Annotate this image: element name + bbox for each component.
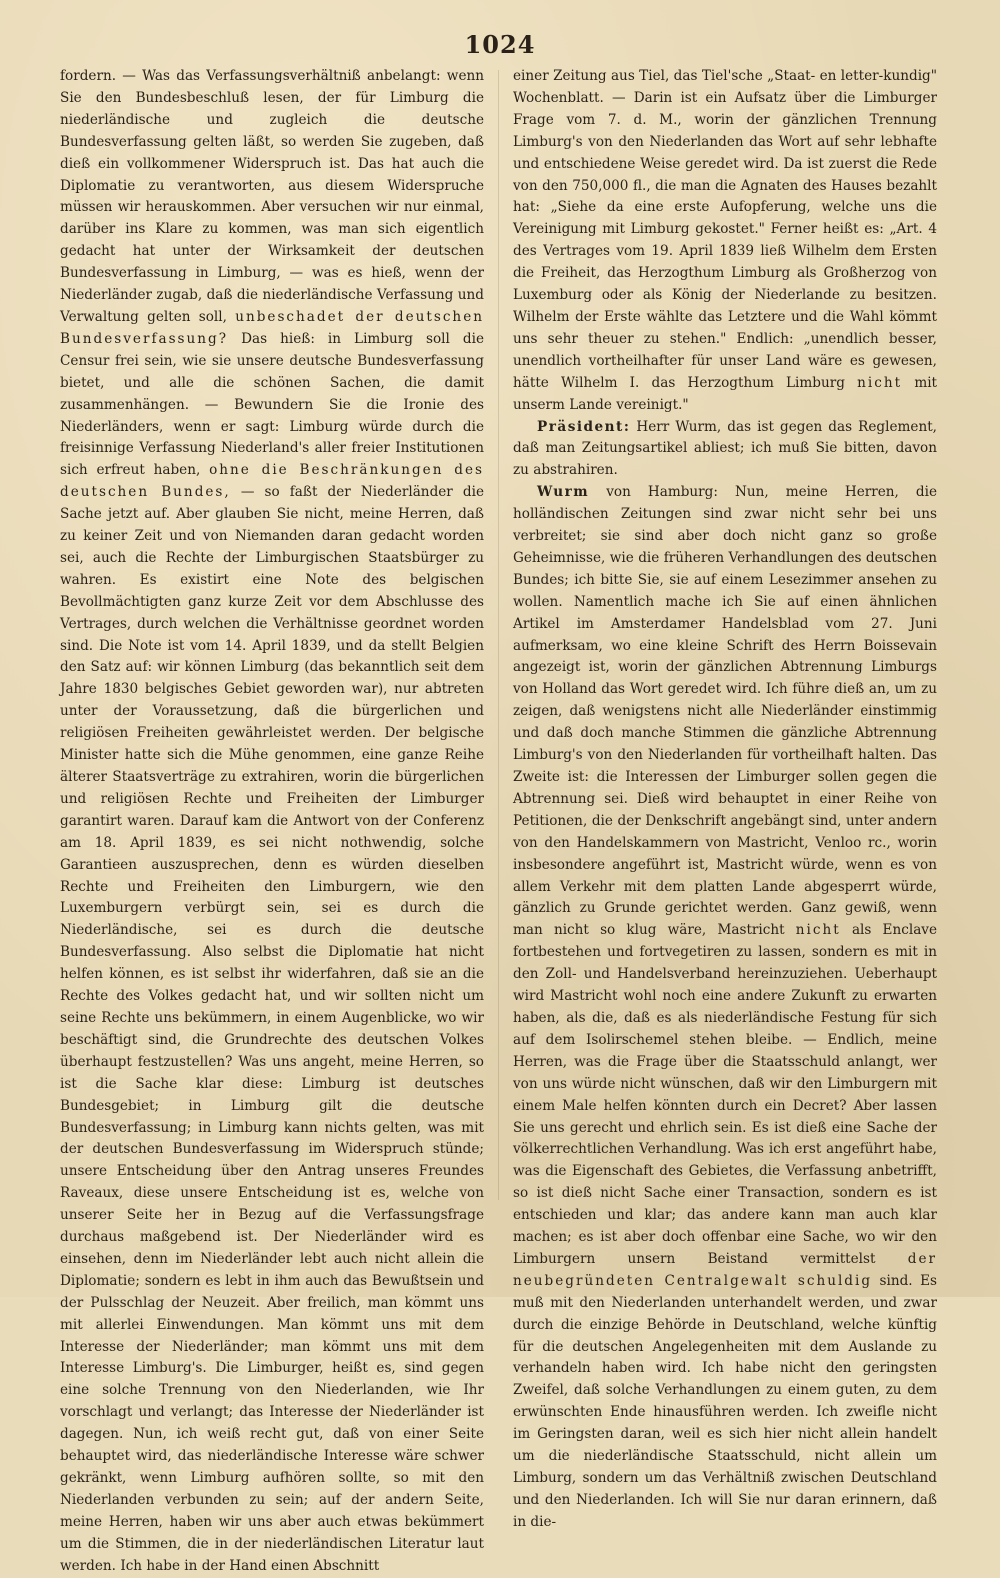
emphasis-text: nicht — [857, 374, 903, 391]
president-paragraph: Präsident: Herr Wurm, das ist gegen das Reglement, daß man Zeitungsartikel abliest; ich muß Sie bitten, davon zu abstrahiren. — [513, 418, 937, 479]
emphasis-text: nicht — [795, 922, 841, 939]
page-number: 1024 — [464, 30, 536, 59]
left-paragraph-1: fordern. — Was das Verfassungsverhältniß anbelangt: wenn Sie den Bundesbeschluß lesen, der für Limburg die niederländische und zugleich die deutsche Bundesverfassung gelten läßt, so werden Sie zugeben, daß dieß ein vollkommener Widerspruch ist. Das hat auch die Diplomatie zu verantworten, aus diesem Widerspruche müssen wir herauskommen. Aber versuchen wir nur einmal, darüber ins Klare zu kommen, was man sich eigentlich gedacht hat unter der Wirksamkeit der deutschen Bundesverfassung in Limburg, — was es hieß, wenn der Niederländer zugab, daß die niederländische Verfassung und Verwaltung gelten soll, unbeschadet der deutschen Bundesverfassung? Das hieß: in Limburg soll die Censur frei sein, wie sie unsere deutsche Bundesverfassung bietet, und alle die schönen Sachen, die damit zusammenhängen. — Bewundern Sie die Ironie des Niederländers, wenn er sagt: Limburg würde durch die freisinnige Verfassung Niederland's aller freier Institutionen sich erfreut haben, ohne die Beschränkungen des deutschen Bundes, — so faßt der Niederländer die Sache jetzt auf. Aber glauben Sie nicht, meine Herren, daß zu keiner Zeit und von Niemanden daran gedacht worden sei, auch die Rechte der Limburgischen Staatsbürger zu wahren. Es existirt eine Note des belgischen Bevollmächtigten ganz kurze Zeit vor dem Abschlusse des Vertrages, durch welchen die Verhältnisse geordnet worden sind. Die Note ist vom 14. April 1839, und da stellt Belgien den Satz auf: wir können Limburg (das bekanntlich seit dem Jahre 1830 belgisches Gebiet geworden war), nur abtreten unter der Voraussetzung, daß die bürgerlichen und religiösen Freiheiten gewährleistet werden. Der belgische Minister hatte sich die Mühe genommen, eine ganze Reihe älterer Staatsverträge zu extrahiren, worin die bürgerlichen und religiösen Rechte und Freiheiten der Limburger garantirt waren. Darauf kam die Antwort von der Conferenz am 18. April 1839, es sei nicht nothwendig, solche Garantieen auszusprechen, denn es würden dieselben Rechte und Freiheiten den Limburgern, wie den Luxemburgern verbürgt sein, sei es durch die Niederländische, sei es durch die deutsche Bundesverfassung. Also selbst die Diplomatie hat nicht helfen können, es ist selbst ihr widerfahren, daß sie an die Rechte des Volkes gedacht hat, und wir sollten nicht um seine Rechte uns bekümmern, in einem Augenblicke, wo wir beschäftigt sind, die Grundrechte des deutschen Volkes überhaupt festzustellen? Was uns angeht, meine Herren, so ist die Sache klar diese: Limburg ist deutsches Bundesgebiet; in Limburg gilt die deutsche Bundesverfassung; in Limburg kann nichts gelten, was mit der deutschen Bundesverfassung im Widerspruch stünde; unsere Entscheidung über den Antrag unseres Freundes Raveaux, diese unsere Entscheidung ist es, welche von unserer Seite her in Bezug auf die Verfassungsfrage durchaus maßgebend ist. Der Niederländer wird es einsehen, denn im Niederländer lebt auch nicht allein die Diplomatie; sondern es lebt in ihm auch das Bewußtsein und der Pulsschlag der Neuzeit. Aber freilich, man kömmt uns mit allerlei Einwendungen. Man kömmt uns mit dem Interesse der Niederländer; man kömmt uns mit dem Interesse Limburg's. Die Limburger, heißt es, sind gegen eine solche Trennung von den Niederlanden, wie Ihr vorschlagt und verlangt; das Interesse der Niederländer ist dagegen. Nun, ich weiß recht gut, daß von einer Seite behauptet wird, das niederländische Interesse wäre schwer gekränkt, wenn Limburg aufhören sollte, so mit den Niederlanden verbunden zu sein; auf der andern Seite, meine Herren, haben wir uns aber auch etwas bekümmert um die Stimmen, die in der niederländischen Literatur laut werden. Ich habe in der Hand einen Abschnitt — [60, 68, 484, 1574]
emphasis-text: ohne die Beschränkungen des deutschen Bundes, — [60, 462, 484, 501]
right-paragraph-1: einer Zeitung aus Tiel, das Tiel'sche „Staat- en letter-kundig" Wochenblatt. — Darin ist ein Aufsatz über die Limburger Frage vom 7. d. M., worin der gänzlichen Trennung Limburg's von den Niederlanden das Wort auf sehr lebhafte und entschiedene Weise geredet wird. Da ist zuerst die Rede von den 750,000 fl., die man die Agnaten des Hauses bezahlt hat: „Siehe da eine erste Aufopferung, welche uns die Vereinigung mit Limburg gekostet." Ferner heißt es: „Art. 4 des Vertrages vom 19. April 1839 ließ Wilhelm dem Ersten die Freiheit, das Herzogthum Limburg als Großherzog von Luxemburg oder als König der Niederlande zu besitzen. Wilhelm der Erste wählte das Letztere und die Wahl kömmt uns sehr theuer zu stehen." Endlich: „unendlich besser, unendlich vortheilhafter für unser Land wäre es gewesen, hätte Wilhelm I. das Herzogthum Limburg nicht mit unserm Lande vereinigt." — [513, 68, 938, 413]
speaker-name: Präsident: — [537, 418, 631, 435]
emphasis-text: der neubegründeten Centralgewalt schuldig — [513, 1250, 937, 1289]
emphasis-text: unbeschadet der deutschen Bundesverfassung? — [60, 308, 484, 347]
left-column — [60, 66, 484, 1578]
wurm-paragraph: Wurm von Hamburg: Nun, meine Herren, die holländischen Zeitungen sind zwar nicht sehr bei uns verbreitet; sie sind aber doch nicht ganz so große Geheimnisse, wie die früheren Verhandlungen des deutschen Bundes; ich bitte Sie, sie auf einem Lesezimmer ansehen zu wollen. Namentlich mache ich Sie auf einen ähnlichen Artikel im Amsterdamer Handelsblad vom 27. Juni aufmerksam, wo eine kleine Schrift des Herrn Boissevain angezeigt ist, worin der gänzlichen Abtrennung Limburgs von Holland das Wort geredet wird. Ich führe dieß an, um zu zeigen, daß wenigstens nicht alle Niederländer einstimmig und daß doch manche Stimmen die gänzliche Abtrennung Limburg's von den Niederlanden für vortheilhaft halten. Das Zweite ist: die Interessen der Limburger sollen gegen die Abtrennung sei. Dieß wird behauptet in einer Reihe von Petitionen, die der Denkschrift angebängt sind, unter andern von den Handelskammern von Mastricht, Venloo rc., worin insbesondere angeführt ist, Mastricht würde, wenn es von allem Verkehr mit dem platten Lande abgesperrt würde, gänzlich zu Grunde gerichtet werden. Ganz gewiß, wenn man nicht so klug wäre, Mastricht nicht als Enclave fortbestehen und fortvegetiren zu lassen, sondern es mit in den Zoll- und Handelsverband hereinzuziehen. Ueberhaupt wird Mastricht wohl noch eine andere Zukunft zu erwarten haben, als die, daß es als niederländische Festung für sich auf dem Isolirschemel stehen bleibe. — Endlich, meine Herren, was die Frage über die Staatsschuld anlangt, wer von uns würde nicht wünschen, daß wir den Limburgern mit einem Male helfen könnten durch ein Decret? Aber lassen Sie uns gerecht und ehrlich sein. Es ist dieß eine Sache der völkerrechtlichen Verhandlung. Was ich erst angeführt habe, was die Eigenschaft des Gebietes, die Verfassung anbetrifft, so ist dieß nicht Sache einer Transaction, sondern es ist entschieden und klar; das andere kann man auch klar machen; es ist aber doch offenbar eine Sache, wo wir den Limburgern unsern Beistand vermittelst der neubegründeten Centralgewalt schuldig sind. Es muß mit den Niederlanden unterhandelt werden, und zwar durch die einzige Behörde in Deutschland, welche künftig für die deutschen Angelegenheiten mit dem Auslande zu verhandeln haben wird. Ich habe nicht den geringsten Zweifel, daß solche Verhandlungen zu einem guten, zu dem erwünschten Ende hinausführen werden. Ich zweifle nicht im Geringsten daran, weil es sich hier nicht allein handelt um die niederländische Staatsschuld, nicht allein um Limburg, sondern um das Verhältniß zwischen Deutschland und den Niederlanden. Ich will Sie nur daran erinnern, daß in die- — [513, 484, 938, 1530]
right-column — [513, 66, 937, 1534]
column-divider — [498, 70, 499, 1200]
speaker-name: Wurm — [537, 484, 590, 501]
